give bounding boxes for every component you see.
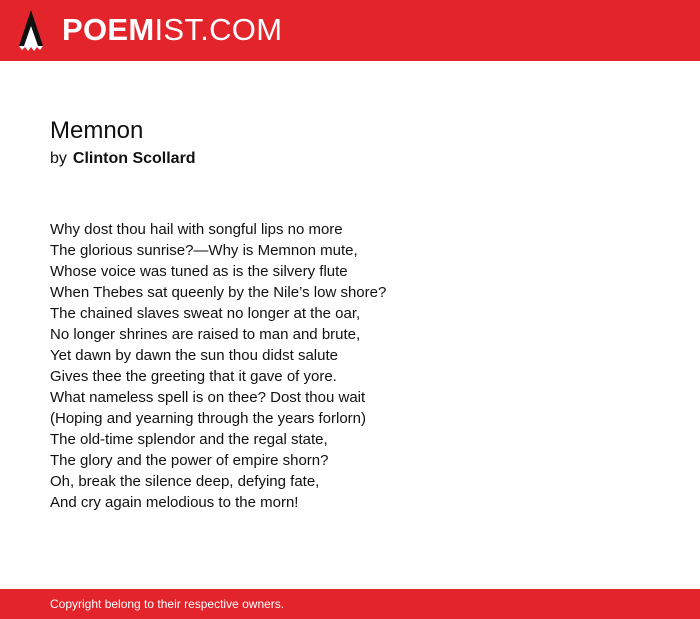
- by-label: by: [50, 150, 67, 167]
- poem-line: No longer shrines are raised to man and brute,: [50, 326, 361, 343]
- byline: [50, 149, 196, 169]
- poem-line: Yet dawn by dawn the sun thou didst salute: [50, 347, 338, 364]
- poem-line: What nameless spell is on thee? Dost thou wait: [50, 389, 366, 406]
- brand-light-text: IST.COM: [154, 12, 283, 47]
- poem-line: Gives thee the greeting that it gave of yore.: [50, 368, 337, 385]
- poem-line: (Hoping and yearning through the years forlorn): [50, 410, 367, 427]
- poem-body: [50, 219, 386, 513]
- poem-line: The old-time splendor and the regal state,: [50, 431, 328, 448]
- site-header: [0, 0, 700, 61]
- poem-line: When Thebes sat queenly by the Nile’s low shore?: [50, 284, 387, 301]
- poem-line: Whose voice was tuned as is the silvery flute: [50, 263, 348, 280]
- poem-line: The glorious sunrise?—Why is Memnon mute,: [50, 242, 358, 259]
- copyright-text: Copyright belong to their respective owners.: [50, 597, 285, 611]
- site-footer: [0, 589, 700, 619]
- poem-line: The glory and the power of empire shorn?: [50, 452, 329, 469]
- poem-line: Why dost thou hail with songful lips no more: [50, 221, 343, 238]
- poem-title: Memnon: [50, 117, 144, 144]
- brand-bold-text: POEM: [62, 12, 155, 47]
- poem-line: The chained slaves sweat no longer at the oar,: [50, 305, 361, 322]
- poem-line: Oh, break the silence deep, defying fate,: [50, 473, 320, 490]
- site-logo-text[interactable]: [62, 12, 282, 48]
- pencil-icon[interactable]: [18, 10, 44, 52]
- poem-line: And cry again melodious to the morn!: [50, 494, 299, 511]
- author-name: Clinton Scollard: [72, 150, 196, 167]
